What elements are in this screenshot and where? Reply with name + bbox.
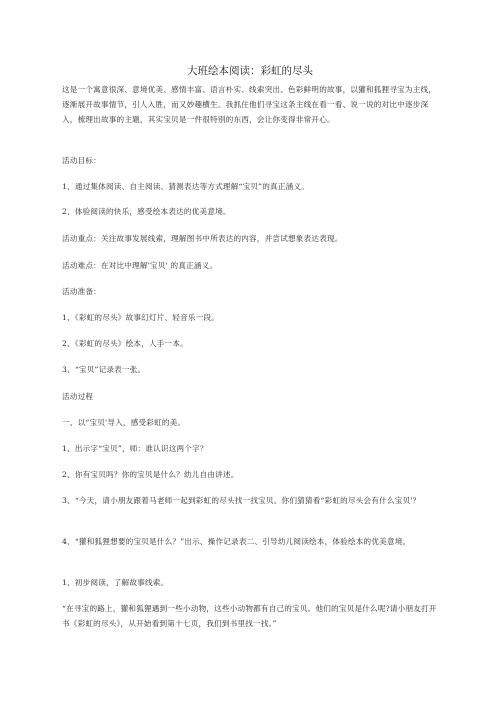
objective-item-2: 2、体验阅读的快乐，感受绘本表达的优美意境。 xyxy=(62,207,231,216)
process-item-3: 3、“今天，请小朋友跟着马老师一起到彩虹的尽头找一找宝贝。你们猜猜看“彩虹的尽头会有什么宝贝'？ xyxy=(62,496,421,505)
process-item-4: 4、“獾和狐狸想要的宝贝是什么？”出示、操作记录表二、引导幼儿阅读绘本，体验绘本的优美意境。 xyxy=(62,537,411,546)
process-item-1: 1、出示字“宝贝”，师：谁认识这两个字？ xyxy=(62,444,208,453)
intro-paragraph: 这是一个寓意很深、意境优美、感情丰富、语言朴实、线索突出、色彩鲜明的故事，以獾和狐狸寻宝为主线，逐渐展开故事情节，引人入胜，而又妙趣横生。我抓住他们寻宝这条主线在看一看、说一说的对比中逐步深入，梳理出故事的主题，其实宝贝是一件很特别的东西，会让你变得非常开心。 xyxy=(62,85,437,124)
reading-step-1: 1、初步阅读，了解故事线索。 xyxy=(62,578,169,587)
section-heading-objectives: 活动目标： xyxy=(62,156,101,165)
page-title: 大班绘本阅读：彩虹的尽头 xyxy=(187,65,313,77)
preparation-item-3: 3、“宝贝”记录表一张。 xyxy=(62,365,146,374)
process-item-2: 2、你有宝贝吗？你的宝贝是什么？幼儿自由讲述。 xyxy=(62,470,239,479)
difficulty-paragraph: 活动难点：在对比中理解'宝贝' 的真正涵义。 xyxy=(62,261,218,270)
process-step-1: 一、以“宝贝'导入，感受彩虹的美。 xyxy=(62,418,186,427)
reading-quote: “在寻宝的路上，獾和狐狸遇到一些小动物，这些小动物都有自己的宝贝。他们的宝贝是什么呢?请小朋友打开书《彩虹的尽头》，从开始看到第十七页，我们到书里找一找。” xyxy=(62,604,437,628)
preparation-item-2: 2、《彩虹的尽头》绘本，人手一本。 xyxy=(62,339,188,348)
key-point-paragraph: 活动重点：关注故事发展线索，理解图书中所表达的内容，并尝试想象表达表现。 xyxy=(62,234,343,243)
preparation-item-1: 1、《彩虹的尽头》故事幻灯片、轻音乐一段。 xyxy=(62,313,220,322)
objective-item-1: 1、通过集体阅读、自主阅读、猜测表达等方式理解“宝贝”的真正涵义。 xyxy=(62,182,310,191)
section-heading-process: 活动过程 xyxy=(62,392,94,401)
section-heading-preparation: 活动准备： xyxy=(62,287,101,296)
